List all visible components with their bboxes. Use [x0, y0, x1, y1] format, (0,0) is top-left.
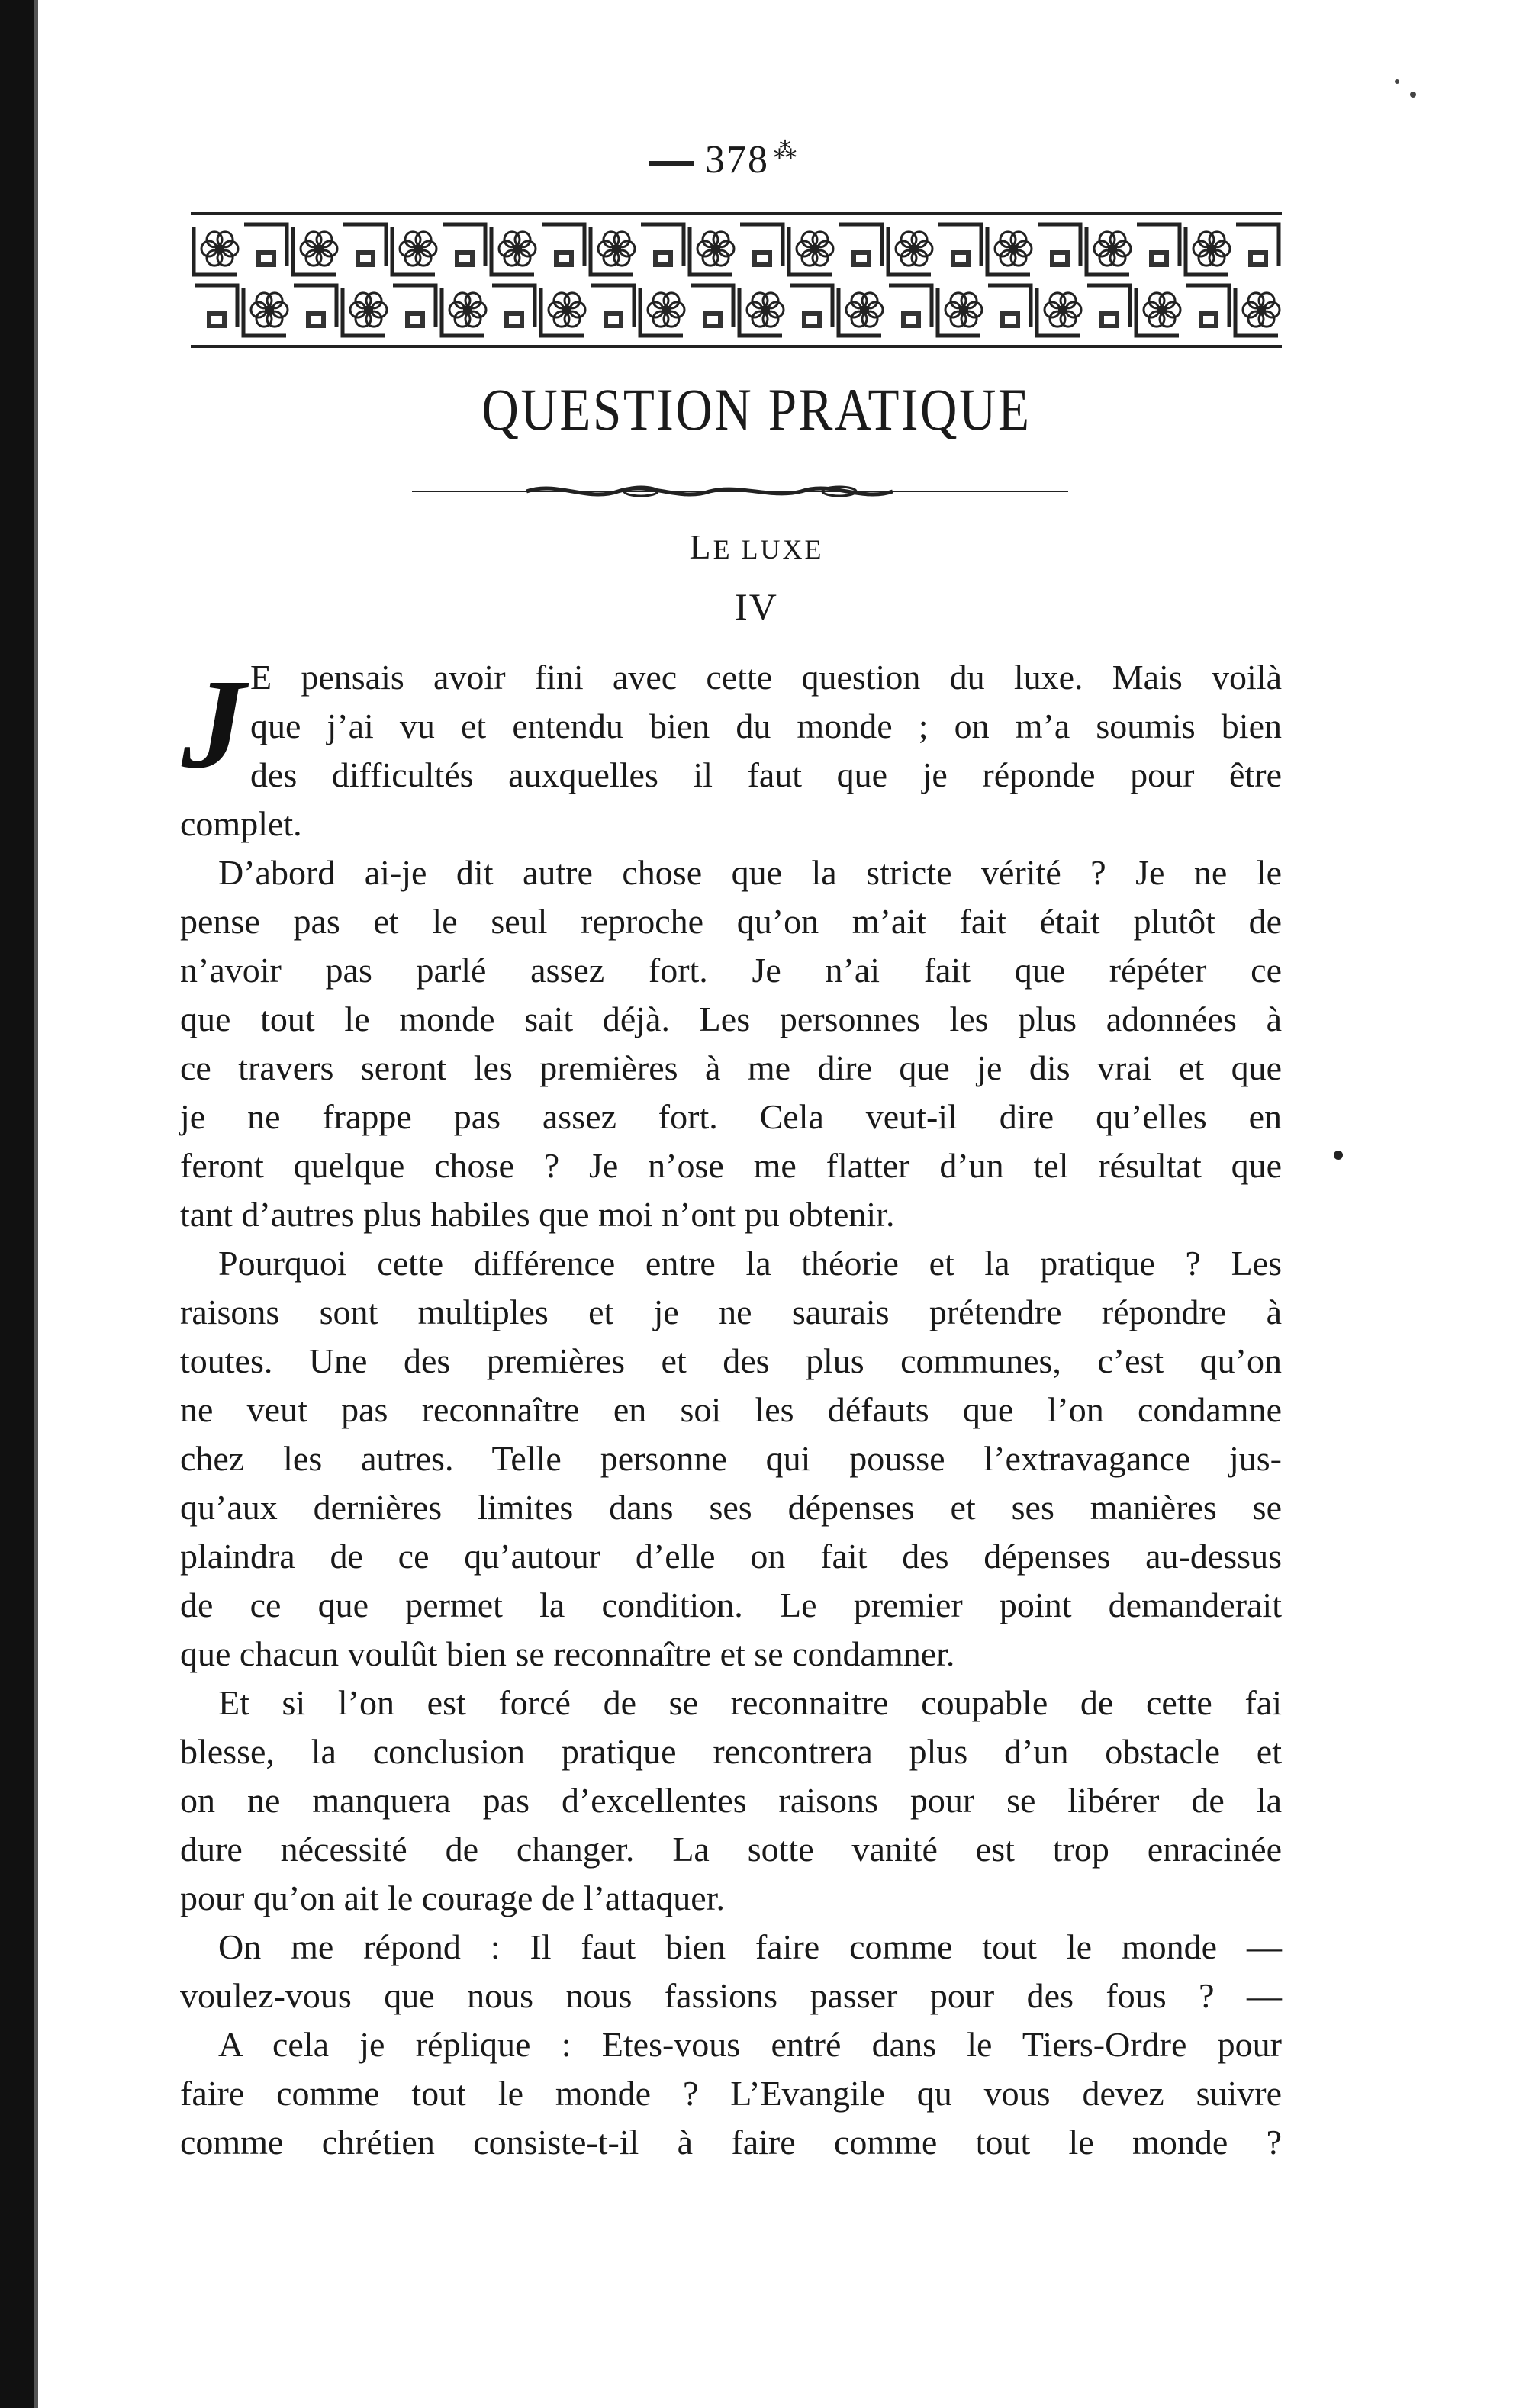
rosette-center	[860, 305, 869, 314]
ornamental-header-band	[191, 220, 1282, 342]
text-line: E pensais avoir fini avec cette question du luxe. Mais voilà	[250, 658, 1282, 697]
rosette-center	[1058, 305, 1067, 314]
band-block-inner	[1104, 316, 1115, 324]
text-line: dure nécessité de changer. La sotte vanité est trop enracinée	[180, 1830, 1282, 1869]
band-block-inner	[311, 316, 321, 324]
ink-speck	[1395, 79, 1399, 84]
rosette-center	[364, 305, 373, 314]
text-line: que tout le monde sait déjà. Les personnes les plus adonnées à	[180, 1000, 1282, 1038]
text-line: blesse, la conclusion pratique rencontrera plus d’un obstacle et	[180, 1732, 1282, 1771]
rosette-center	[265, 305, 274, 314]
text-line: n’avoir pas parlé assez fort. Je n’ai fait que répéter ce	[180, 951, 1282, 990]
body-text	[180, 653, 1282, 2167]
rosette-center	[1108, 244, 1117, 253]
text-line: voulez-vous que nous nous fassions passer pour des fous ? —	[180, 1976, 1282, 2015]
text-line: raisons sont multiples et je ne saurais prétendre répondre à	[180, 1293, 1282, 1331]
section-subheading	[0, 526, 1513, 567]
band-block-inner	[261, 255, 272, 262]
text-line: qu’aux dernières limites dans ses dépenses et ses manières se	[180, 1488, 1282, 1527]
text-line: Pourquoi cette différence entre la théorie et la pratique ? Les	[218, 1244, 1282, 1283]
band-block-inner	[459, 255, 470, 262]
rosette-center	[414, 244, 423, 253]
band-block-inner	[806, 316, 817, 324]
band-block-inner	[1154, 255, 1164, 262]
band-block-inner	[360, 255, 371, 262]
band-block-inner	[658, 255, 668, 262]
text-line: A cela je réplique : Etes-vous entré dans le Tiers-Ordre pour	[218, 2025, 1282, 2064]
text-line: chez les autres. Telle personne qui pousse l’extravagance jus-	[180, 1439, 1282, 1478]
rosette-center	[959, 305, 968, 314]
book-spine-edge	[34, 0, 38, 2408]
page-number-text: 378	[705, 138, 769, 182]
rosette-center	[562, 305, 571, 314]
book-spine-shadow	[0, 0, 34, 2408]
band-block-inner	[211, 316, 222, 324]
text-line: complet.	[180, 804, 302, 843]
text-line: que chacun voulût bien se reconnaître et se condamner.	[180, 1634, 955, 1673]
rosette-center	[1207, 244, 1216, 253]
text-line: pense pas et le seul reproche qu’on m’ait fait était plutôt de	[180, 902, 1282, 941]
text-line: comme chrétien consiste-t-il à faire comme tout le monde ?	[180, 2123, 1282, 2162]
band-block-inner	[559, 255, 569, 262]
band-block-inner	[1054, 255, 1065, 262]
ornament-bottom-rule	[191, 345, 1282, 348]
text-line: on ne manquera pas d’excellentes raisons pour se libérer de la	[180, 1781, 1282, 1820]
ornament-top-rule	[191, 212, 1282, 215]
text-line: faire comme tout le monde ? L’Evangile qu vous devez suivre	[180, 2074, 1282, 2113]
band-block-inner	[1253, 255, 1264, 262]
text-line: de ce que permet la condition. Le premier point demanderait	[180, 1585, 1282, 1624]
article-title: QUESTION PRATIQUE	[481, 376, 1032, 443]
text-line: que j’ai vu et entendu bien du monde ; on m’a soumis bien	[250, 707, 1282, 745]
text-line: des difficultés auxquelles il faut que je réponde pour être	[250, 755, 1282, 794]
section-number: IV	[735, 585, 778, 628]
band-block-inner	[1005, 316, 1016, 324]
folio-ornament-icon: ⁂	[774, 138, 798, 163]
text-line: pour qu’on ait le courage de l’attaquer.	[180, 1878, 725, 1917]
text-line: D’abord ai-je dit autre chose que la stricte vérité ? Je ne le	[218, 853, 1282, 892]
rosette-center	[810, 244, 819, 253]
rosette-center	[215, 244, 224, 253]
text-line: toutes. Une des premières et des plus communes, c’est qu’on	[180, 1341, 1282, 1380]
rosette-center	[513, 244, 522, 253]
rosette-center	[1257, 305, 1266, 314]
rosette-center	[314, 244, 324, 253]
band-block-inner	[906, 316, 916, 324]
decorative-swash-rule	[412, 482, 1068, 501]
band-block-inner	[410, 316, 420, 324]
band-block-inner	[757, 255, 768, 262]
rosette-center	[909, 244, 919, 253]
band-block-inner	[856, 255, 867, 262]
text-line: Et si l’on est forcé de se reconnaitre coupable de cette fai	[218, 1683, 1282, 1722]
rosette-center	[463, 305, 472, 314]
drop-cap-initial: J	[182, 653, 246, 795]
rosette-center	[662, 305, 671, 314]
subheading-rest: E LUXE	[713, 534, 824, 565]
band-block-inner	[707, 316, 718, 324]
rosette-center	[1009, 244, 1018, 253]
band-block-inner	[955, 255, 966, 262]
band-block-inner	[608, 316, 619, 324]
text-line: ce travers seront les premières à me dire que je dis vrai et que	[180, 1048, 1282, 1087]
rosette-center	[612, 244, 621, 253]
folio-dash	[649, 161, 694, 166]
text-line: On me répond : Il faut bien faire comme tout le monde —	[218, 1927, 1282, 1966]
ornamental-band-pattern	[191, 220, 1282, 342]
band-block-inner	[1203, 316, 1214, 324]
text-line: feront quelque chose ? Je n’ose me flatter d’un tel résultat que	[180, 1146, 1282, 1185]
rosette-center	[1157, 305, 1167, 314]
rosette-center	[761, 305, 770, 314]
text-line: plaindra de ce qu’autour d’elle on fait des dépenses au-dessus	[180, 1537, 1282, 1576]
subheading-initial: L	[689, 527, 713, 566]
margin-ink-dot	[1334, 1151, 1343, 1160]
text-line: je ne frappe pas assez fort. Cela veut-il dire qu’elles en	[180, 1097, 1282, 1136]
text-line: ne veut pas reconnaître en soi les défauts que l’on condamne	[180, 1390, 1282, 1429]
rosette-center	[711, 244, 720, 253]
text-line: tant d’autres plus habiles que moi n’ont pu obtenir.	[180, 1195, 895, 1234]
ink-speck	[1410, 92, 1416, 98]
page-number	[649, 137, 798, 182]
band-block-inner	[509, 316, 520, 324]
